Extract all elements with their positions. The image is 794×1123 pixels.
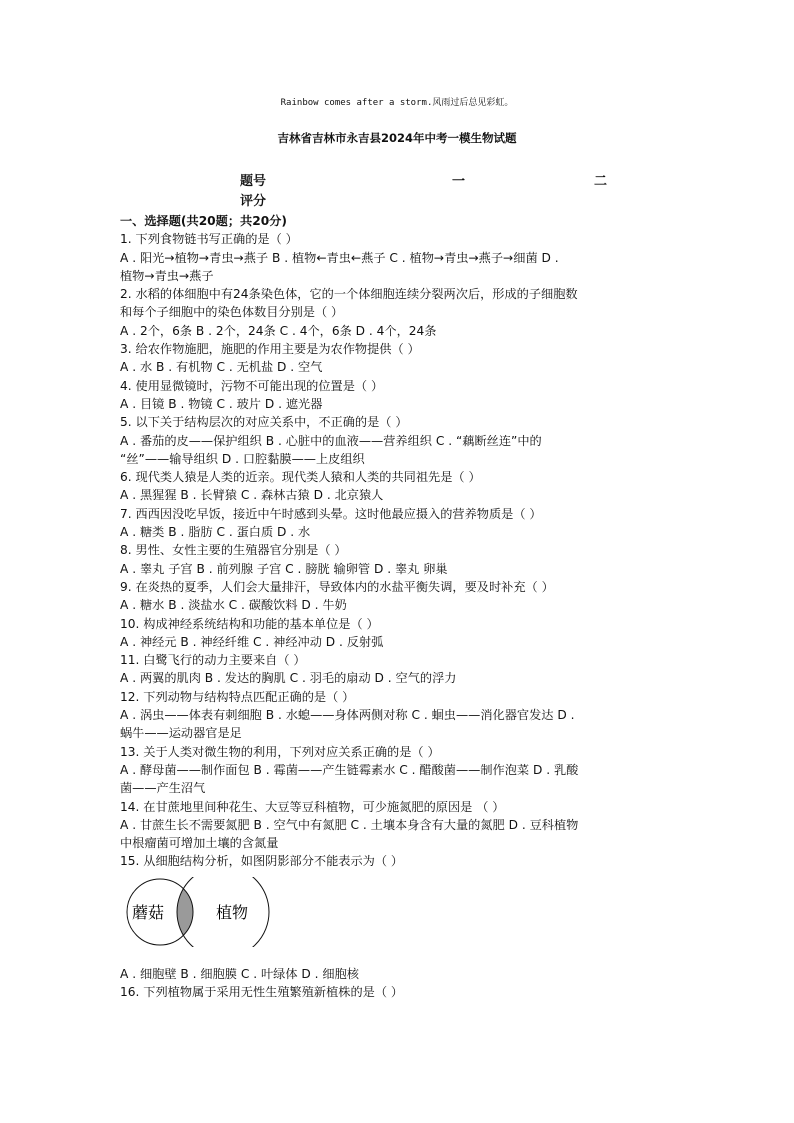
section-heading: 一、选择题(共20题；共20分): [120, 214, 287, 228]
text-line: A . 两翼的肌肉 B . 发达的胸肌 C . 羽毛的扇动 D . 空气的浮力: [120, 671, 457, 686]
text-line: 11. 白鹭飞行的动力主要来自（ ）: [120, 653, 306, 668]
text-line: 15. 从细胞结构分析，如图阴影部分不能表示为（ ）: [120, 854, 404, 869]
text-line: 13. 关于人类对微生物的利用，下列对应关系正确的是（ ）: [120, 744, 440, 759]
text-line: A . 涡虫——体表有刺细胞 B . 水螅——身体两侧对称 C . 蛔虫——消化器官发达 D .: [120, 708, 575, 723]
text-line: 6. 现代类人猿是人类的近亲。现代类人猿和人类的共同祖先是（ ）: [120, 470, 481, 485]
text-line: “丝”——输导组织 D . 口腔黏膜——上皮组织: [120, 451, 365, 466]
text-line: A . 阳光→植物→青虫→燕子 B . 植物←青虫←燕子 C . 植物→青虫→燕子→细菌 D .: [120, 250, 559, 265]
text-line: 14. 在甘蔗地里间种花生、大豆等豆科植物，可少施氮肥的原因是 （ ）: [120, 799, 505, 814]
text-line: A . 糖水 B . 淡盐水 C . 碳酸饮料 D . 牛奶: [120, 598, 347, 613]
text-line: 3. 给农作物施肥，施肥的作用主要是为农作物提供（ ）: [120, 342, 420, 357]
text-line: A . 水 B . 有机物 C . 无机盐 D . 空气: [120, 360, 323, 375]
venn-left-label: 蘑菇: [132, 903, 165, 922]
text-line: 12. 下列动物与结构特点匹配正确的是（ ）: [120, 689, 355, 704]
text-line: 7. 西西因没吃早饭，接近中午时感到头晕。这时他最应摄入的营养物质是（ ）: [120, 506, 542, 521]
question-body: [120, 212, 680, 871]
venn-right-label: 植物: [216, 903, 249, 922]
score-table-col-2: 二: [594, 174, 608, 189]
text-line: A . 黑猩猩 B . 长臂猿 C . 森林古猿 D . 北京猿人: [120, 488, 384, 503]
text-line: 植物→青虫→燕子: [120, 268, 214, 283]
text-line: 1. 下列食物链书写正确的是（ ）: [120, 232, 298, 247]
text-line: A . 睾丸 子宫 B . 前列腺 子宫 C . 膀胱 输卵管 D . 睾丸 卵巢: [120, 561, 448, 576]
text-line: A . 番茄的皮——保护组织 B . 心脏中的血液——营养组织 C . “藕断丝连”中的: [120, 433, 542, 448]
text-line: 16. 下列植物属于采用无性生殖繁殖新植株的是（ ）: [120, 985, 404, 1000]
question-lines: [120, 230, 680, 870]
text-line: A . 酵母菌——制作面包 B . 霉菌——产生链霉素水 C . 醋酸菌——制作泡菜 D . 乳酸: [120, 762, 579, 777]
text-line: 5. 以下关于结构层次的对应关系中，不正确的是（ ）: [120, 415, 408, 430]
text-line: A . 甘蔗生长不需要氮肥 B . 空气中有氮肥 C . 土壤本身含有大量的氮肥 D . 豆科植物: [120, 817, 579, 832]
question-lines-continued: [120, 965, 680, 1002]
text-line: A . 糖类 B . 脂肪 C . 蛋白质 D . 水: [120, 525, 311, 540]
text-line: 4. 使用显微镜时，污物不可能出现的位置是（ ）: [120, 378, 384, 393]
text-line: 10. 构成神经系统结构和功能的基本单位是（ ）: [120, 616, 379, 631]
page-title: 吉林省吉林市永吉县2024年中考一模生物试题: [277, 131, 517, 145]
text-line: 中根瘤菌可增加土壤的含氮量: [120, 836, 279, 851]
motto: Rainbow comes after a storm.风雨过后总见彩虹。: [280, 98, 514, 108]
text-line: 菌——产生沼气: [120, 781, 206, 796]
score-table-row-label-1: 题号: [240, 174, 267, 189]
text-line: 9. 在炎热的夏季，人们会大量排汗，导致体内的水盐平衡失调，要及时补充（ ）: [120, 579, 554, 594]
text-line: 8. 男性、女性主要的生殖器官分别是（ ）: [120, 543, 347, 558]
question-body-continued: [120, 965, 680, 1002]
text-line: A . 2个，6条 B . 2个，24条 C . 4个，6条 D . 4个，24条: [120, 323, 437, 338]
text-line: 和每个子细胞中的染色体数目分别是（ ）: [120, 305, 344, 320]
text-line: 2. 水稻的体细胞中有24条染色体，它的一个体细胞连续分裂两次后，形成的子细胞数: [120, 287, 578, 302]
text-line: A . 神经元 B . 神经纤维 C . 神经冲动 D . 反射弧: [120, 634, 384, 649]
text-line: A . 细胞壁 B . 细胞膜 C . 叶绿体 D . 细胞核: [120, 967, 359, 981]
score-table-row-label-2: 评分: [240, 194, 267, 209]
text-line: 蜗牛——运动器官是足: [120, 726, 242, 741]
text-line: A . 目镜 B . 物镜 C . 玻片 D . 遮光器: [120, 396, 323, 411]
venn-diagram: [120, 877, 272, 947]
score-table-col-1: 一: [452, 174, 466, 189]
